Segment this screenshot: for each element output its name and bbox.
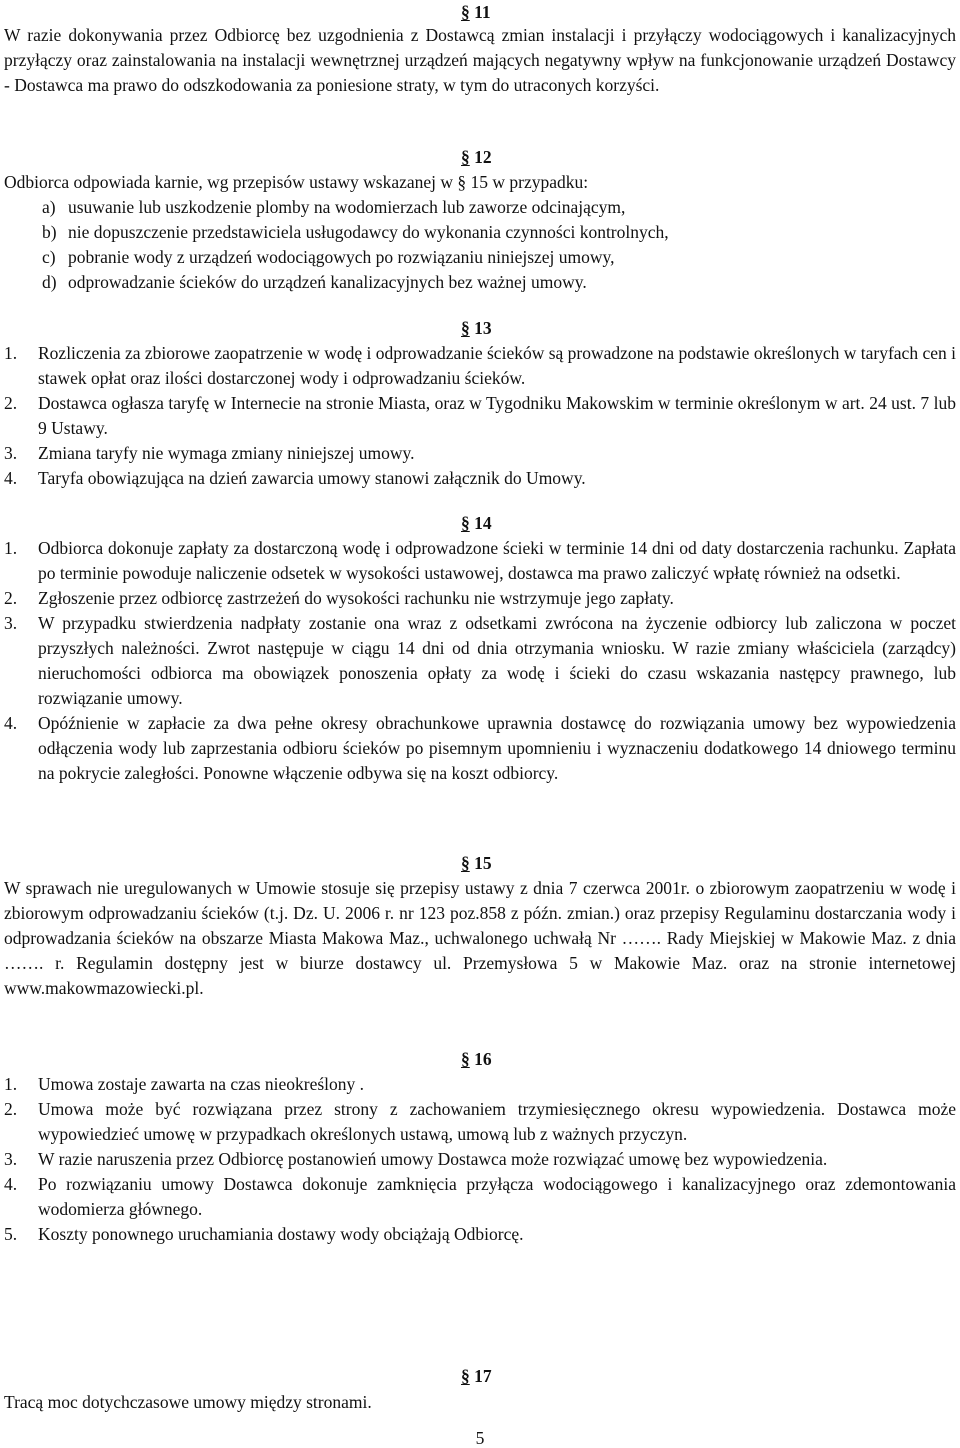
list-item [4, 1147, 956, 1172]
section-symbol: § [461, 147, 470, 167]
section-number: 16 [474, 1049, 492, 1069]
section-number: 13 [474, 318, 492, 338]
section-14-heading [461, 511, 492, 536]
section-11-text: W razie dokonywania przez Odbiorcę bez uzgodnienia z Dostawcą zmian instalacji i przyłączy wodociągowych i kanalizacyjnych przyłączy oraz zainstalowania na instalacji wewnętrznej urządzeń mających negatywny wpływ na funkcjonowanie urządzeń Dostawcy - Dostawca ma prawo do odszkodowania za poniesione straty, w tym do utraconych korzyści. [4, 25, 956, 95]
item-text: W przypadku stwierdzenia nadpłaty zostanie ona wraz z odsetkami zwrócona na życzenie odbiorcy lub zaliczona w poczet przyszłych należności. Zwrot następuje w ciągu 14 dni od dnia otrzymania wniosku. W razie zmiany właściciela (zarządcy) nieruchomości odbiorca ma obowiązek ponoszenia opłaty za wodę i ścieki do czasu wskazania następcy prawnego, lub rozwiązanie umowy. [38, 613, 956, 708]
list-item [4, 536, 956, 586]
section-15-heading [461, 851, 492, 876]
section-symbol: § [461, 1049, 470, 1069]
section-12-heading [461, 145, 492, 170]
section-14-body [4, 536, 956, 786]
section-12-intro: Odbiorca odpowiada karnie, wg przepisów ustawy wskazanej w § 15 w przypadku: [4, 172, 589, 192]
section-number: 17 [474, 1366, 492, 1386]
item-text: W razie naruszenia przez Odbiorcę postanowień umowy Dostawca może rozwiązać umowę bez wypowiedzenia. [38, 1149, 828, 1169]
item-label: 2. [4, 393, 18, 413]
section-11-heading [461, 0, 491, 25]
section-17-heading [461, 1364, 492, 1389]
section-symbol: § [461, 2, 470, 22]
list-item [4, 1172, 956, 1222]
list-item [4, 1072, 956, 1097]
list-item [4, 586, 956, 611]
list-item [4, 270, 956, 295]
item-label: 1. [4, 1074, 18, 1094]
section-number: 12 [474, 147, 492, 167]
section-13-body [4, 341, 956, 491]
item-text: Rozliczenia za zbiorowe zaopatrzenie w wodę i odprowadzanie ścieków są prowadzone na podstawie określonych w taryfach cen i stawek opłat oraz ilości dostarczonej wody i odprowadzaniu ścieków. [38, 343, 956, 388]
item-text: pobranie wody z urządzeń wodociągowych po rozwiązaniu niniejszej umowy, [68, 247, 615, 267]
list-item [4, 1097, 956, 1147]
item-label: 4. [4, 1174, 18, 1194]
item-text: Zmiana taryfy nie wymaga zmiany niniejszej umowy. [38, 443, 415, 463]
list-item [4, 195, 956, 220]
item-label: d) [42, 272, 57, 292]
item-text: odprowadzanie ścieków do urządzeń kanalizacyjnych bez ważnej umowy. [68, 272, 587, 292]
section-16-body [4, 1072, 956, 1247]
item-text: Umowa może być rozwiązana przez strony z zachowaniem trzymiesięcznego okresu wypowiedzenia. Dostawca może wypowiedzieć umowę w przypadkach określonych ustawą, umową lub z ważnych przyczyn. [38, 1099, 956, 1144]
item-label: 1. [4, 343, 18, 363]
list-item [4, 711, 956, 786]
item-text: nie dopuszczenie przedstawiciela usługodawcy do wykonania czynności kontrolnych, [68, 222, 669, 242]
item-label: 2. [4, 588, 18, 608]
list-item [4, 466, 956, 491]
item-label: 5. [4, 1224, 18, 1244]
section-12-body [4, 170, 956, 295]
section-symbol: § [461, 318, 470, 338]
section-number: 14 [474, 513, 492, 533]
item-text: Dostawca ogłasza taryfę w Internecie na stronie Miasta, oraz w Tygodniku Makowskim w terminie określonym w art. 24 ust. 7 lub 9 Ustawy. [38, 393, 956, 438]
section-number: 15 [474, 853, 492, 873]
item-text: Zgłoszenie przez odbiorcę zastrzeżeń do wysokości rachunku nie wstrzymuje jego zapłaty. [38, 588, 674, 608]
list-item [4, 341, 956, 391]
section-15-text: W sprawach nie uregulowanych w Umowie stosuje się przepisy ustawy z dnia 7 czerwca 2001r. o zbiorowym zaopatrzeniu w wodę i zbiorowym odprowadzaniu ścieków (t.j. Dz. U. 2006 r. nr 123 poz.858 z późn. zmian.) oraz przepisy Regulaminu dostarczania wody i odprowadzania ścieków na obszarze Miasta Makowa Maz., uchwalonego uchwałą Nr ……. Rady Miejskiej w Makowie Maz. z dnia ……. r. Regulamin dostępny jest w biurze dostawcy ul. Przemysłowa 5 w Makowie Maz. oraz na stronie internetowej www.makowmazowiecki.pl. [4, 878, 956, 998]
item-text: Taryfa obowiązująca na dzień zawarcia umowy stanowi załącznik do Umowy. [38, 468, 586, 488]
list-item [4, 220, 956, 245]
item-label: 1. [4, 538, 18, 558]
item-text: Odbiorca dokonuje zapłaty za dostarczoną wodę i odprowadzone ścieki w terminie 14 dni od daty dostarczenia rachunku. Zapłata po terminie powoduje naliczenie odsetek w wysokości ustawowej, dostawca ma prawo zaliczyć wpłatę również na odsetki. [38, 538, 956, 583]
item-label: 2. [4, 1099, 18, 1119]
item-text: usuwanie lub uszkodzenie plomby na wodomierzach lub zaworze odcinającym, [68, 197, 626, 217]
item-text: Koszty ponownego uruchamiania dostawy wody obciążają Odbiorcę. [38, 1224, 524, 1244]
item-label: 3. [4, 613, 18, 633]
item-label: 4. [4, 713, 18, 733]
section-13-heading [461, 316, 492, 341]
list-item [4, 245, 956, 270]
section-symbol: § [461, 513, 470, 533]
section-symbol: § [461, 853, 470, 873]
list-item [4, 611, 956, 711]
item-text: Po rozwiązaniu umowy Dostawca dokonuje zamknięcia przyłącza wodociągowego i kanalizacyjnego oraz zdemontowania wodomierza głównego. [38, 1174, 956, 1219]
item-text: Opóźnienie w zapłacie za dwa pełne okresy obrachunkowe uprawnia dostawcę do rozwiązania umowy bez wypowiedzenia odłączenia wody lub zaprzestania odbioru ścieków po pisemnym upomnieniu i wyznaczeniu dodatkowego 14 dniowego terminu na pokrycie zaległości. Ponowne włączenie odbywa się na koszt odbiorcy. [38, 713, 956, 783]
list-item [4, 391, 956, 441]
item-label: a) [42, 197, 56, 217]
item-label: 4. [4, 468, 18, 488]
item-label: c) [42, 247, 56, 267]
section-symbol: § [461, 1366, 470, 1386]
page-number: 5 [475, 1428, 485, 1448]
item-label: 3. [4, 443, 18, 463]
list-item [4, 1222, 956, 1247]
section-number: 11 [474, 2, 491, 22]
section-17-text: Tracą moc dotychczasowe umowy między stronami. [4, 1392, 372, 1412]
item-text: Umowa zostaje zawarta na czas nieokreślony . [38, 1074, 365, 1094]
list-item [4, 441, 956, 466]
item-label: b) [42, 222, 57, 242]
section-16-heading [461, 1047, 492, 1072]
item-label: 3. [4, 1149, 18, 1169]
